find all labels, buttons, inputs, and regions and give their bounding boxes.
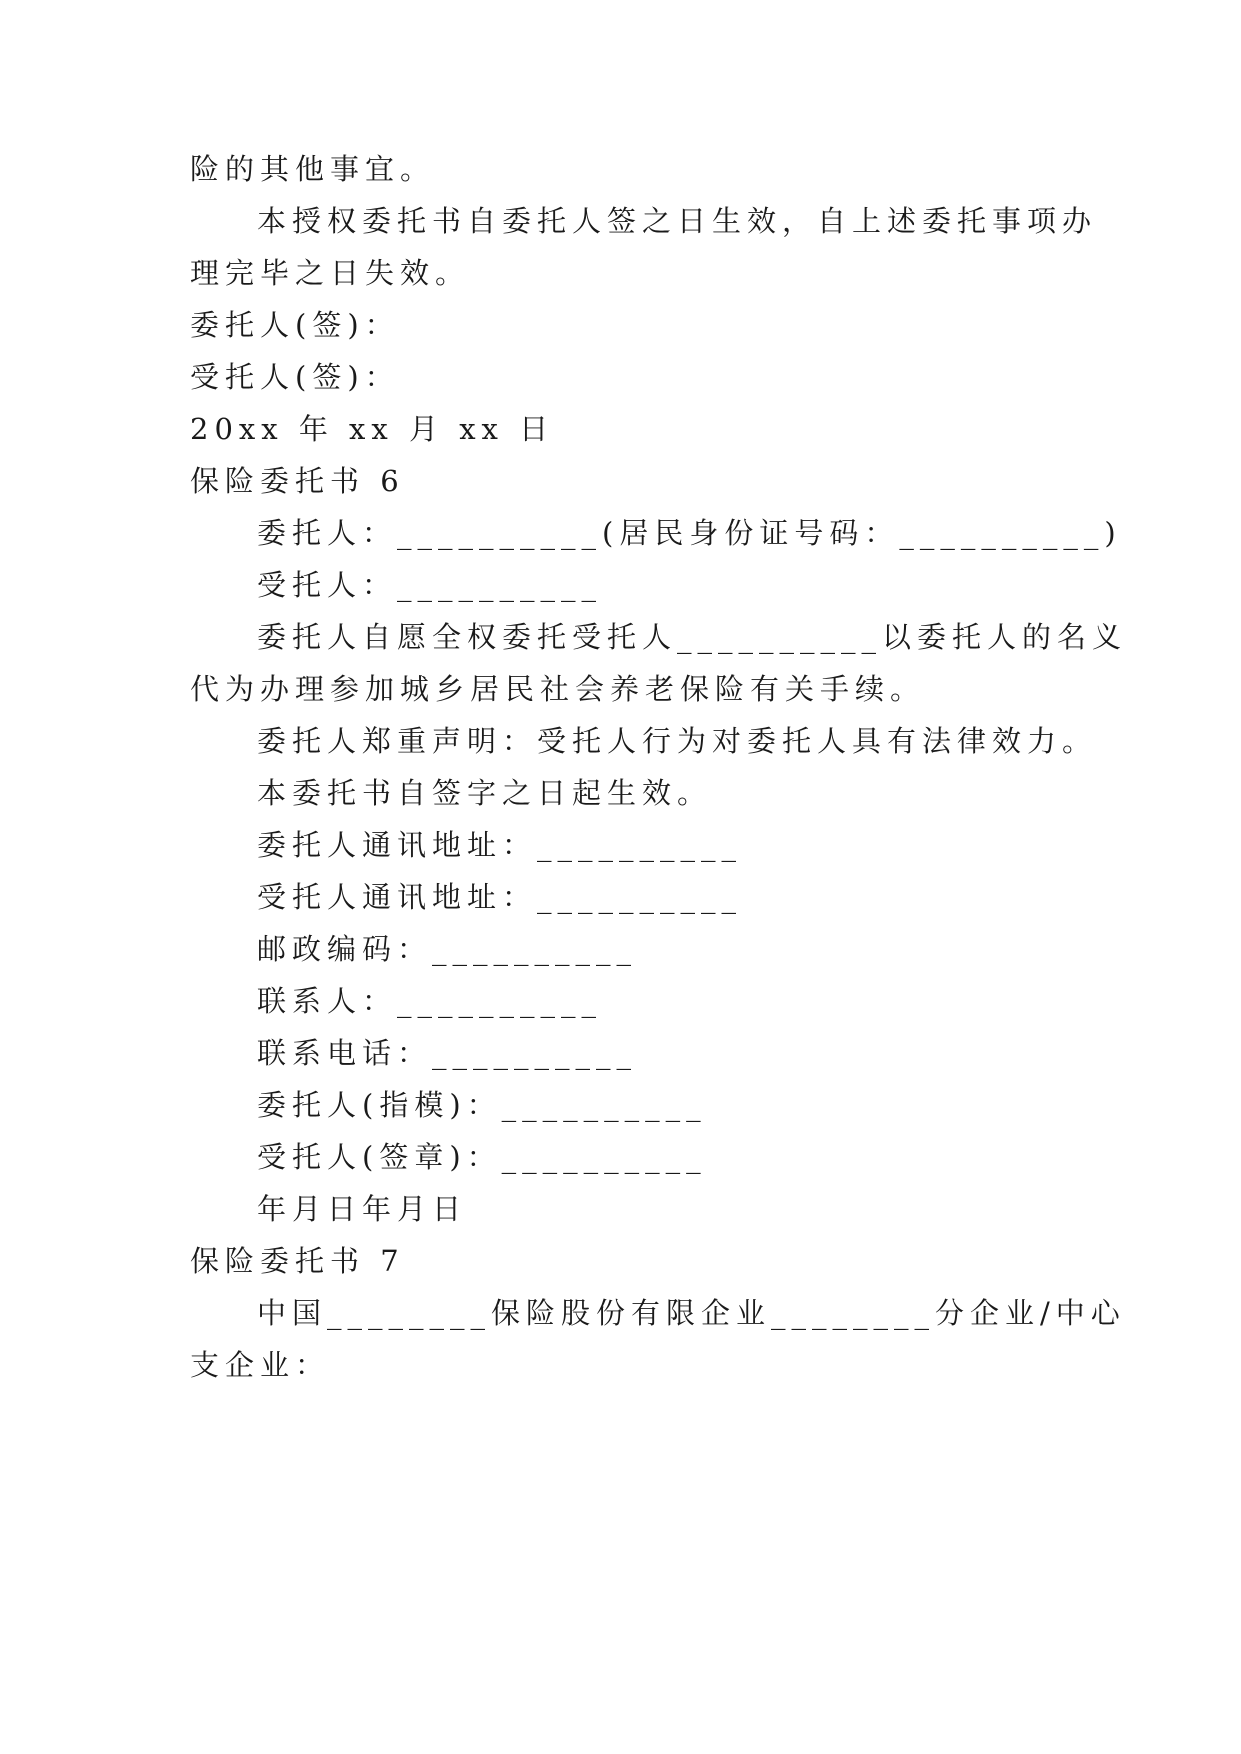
paragraph-continuation: 险的其他事宜。 xyxy=(190,152,436,186)
paragraph-validity: 本授权委托书自委托人签之日生效，自上述委托事项办 xyxy=(257,204,1098,238)
contact-person-field: 联系人：__________ xyxy=(257,984,603,1018)
addressee-line: 中国________保险股份有限企业________分企业/中心 xyxy=(257,1296,1126,1330)
addressee-line-end: 支企业： xyxy=(190,1348,331,1382)
date-placeholder-line: 年月日年月日 xyxy=(257,1192,468,1226)
agent-seal-field: 受托人(签章)：__________ xyxy=(257,1140,707,1174)
paragraph-validity-end: 理完毕之日失效。 xyxy=(190,256,471,290)
principal-signature: 委托人(签)： xyxy=(190,308,400,342)
authorization-paragraph-end: 代为办理参加城乡居民社会养老保险有关手续。 xyxy=(190,672,926,706)
agent-address-field: 受托人通讯地址：__________ xyxy=(257,880,743,914)
principal-fingerprint-field: 委托人(指模)：__________ xyxy=(257,1088,707,1122)
date-line: 20xx 年 xx 月 xx 日 xyxy=(190,412,555,446)
agent-field: 受托人：__________ xyxy=(257,568,603,602)
effective-paragraph: 本委托书自签字之日起生效。 xyxy=(257,776,713,810)
section-title-7: 保险委托书 7 xyxy=(190,1244,405,1278)
principal-id-field: 委托人：__________(居民身份证号码：__________) xyxy=(257,516,1122,550)
postal-code-field: 邮政编码：__________ xyxy=(257,932,638,966)
section-title-6: 保险委托书 6 xyxy=(190,464,405,498)
agent-signature: 受托人(签)： xyxy=(190,360,400,394)
contact-phone-field: 联系电话：__________ xyxy=(257,1036,638,1070)
principal-address-field: 委托人通讯地址：__________ xyxy=(257,828,743,862)
authorization-paragraph: 委托人自愿全权委托受托人__________以委托人的名义 xyxy=(257,620,1128,654)
declaration-paragraph: 委托人郑重声明：受托人行为对委托人具有法律效力。 xyxy=(257,724,1098,758)
